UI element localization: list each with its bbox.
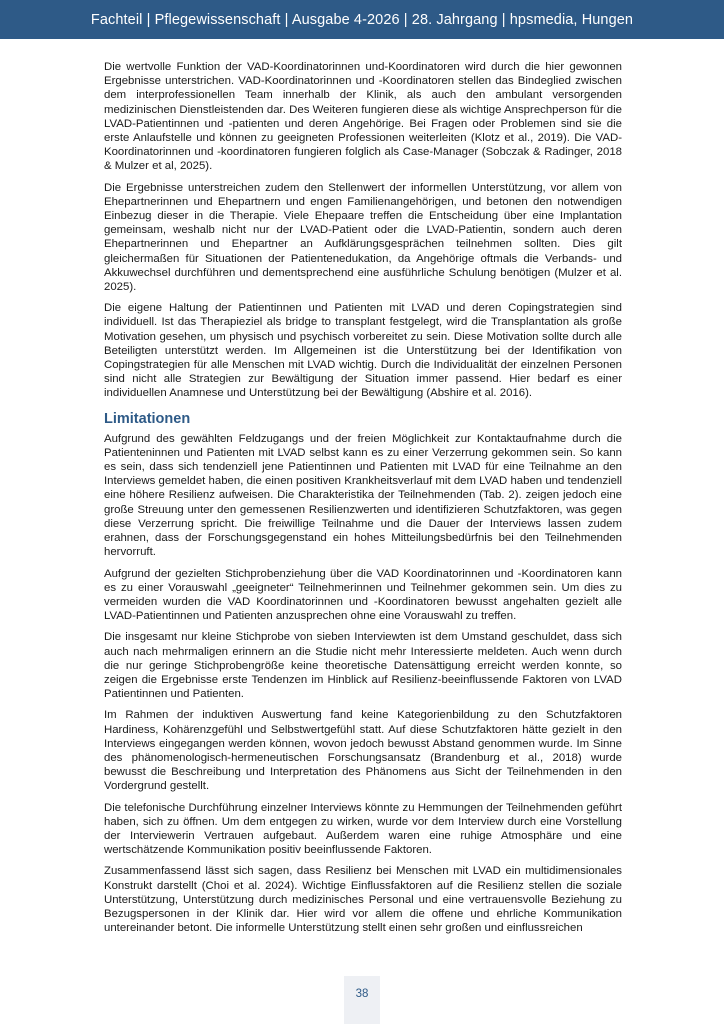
body-paragraph: Aufgrund des gewählten Feldzugangs und der freien Möglichkeit zur Kontaktaufnahme durch die Patienteninnen und Patienten mit LVAD selbst kann es zu einer Verzerrung gekommen sein. So kann es sein, dass sich tendenziell jene Patientinnen und Patienten mit LVAD für eine Teilnahme an den Interviews gemeldet haben, die einen positiven Krankheitsverlauf mit dem LVAD haben und tendenziell eine höhere Resilienz aufweisen. Die Charakteristika der Teilnehmenden (Tab. 2). zeigen jedoch eine große Streuung unter den gemessenen Resilienzwerten und identifizieren Schutzfaktoren, was gegen diese Verzerrung spricht. Die freiwillige Teilnahme und die Dauer der Interviews lassen zudem erahnen, dass der Forschungsgegenstand ein hohes Mitteilungsbedürfnis bei den Teilnehmenden hervorruft. — [104, 432, 622, 559]
section-heading-limitationen: Limitationen — [104, 410, 191, 427]
body-paragraph: Im Rahmen der induktiven Auswertung fand keine Kategorienbildung zu den Schutzfaktoren Hardiness, Kohärenzgefühl und Selbstwertgefühl statt. Auf diese Schutzfaktoren hätte gezielt in den Interviews eingegangen werden können, wovon jedoch bewusst Abstand genommen wurde. Im Sinne des phänomenologisch-hermeneutischen Forschungsansatz (Brandenburg et al., 2018) wurde bewusst die Beschreibung und Interpretation des Phänomens aus Sicht der Teilnehmenden in den Vordergrund gestellt. — [104, 709, 622, 793]
journal-header-text: Fachteil | Pflegewissenschaft | Ausgabe 4-2026 | 28. Jahrgang | hpsmedia, Hungen — [90, 11, 634, 28]
body-paragraph: Die wertvolle Funktion der VAD-Koordinatorinnen und-Koordinatoren wird durch die hier gewonnen Ergebnisse unterstrichen. VAD-Koordinatorinnen und -Koordinatoren stellen das Bindeglied zwischen dem interprofessionellen Team innerhalb der Klinik, als auch den ambulant versorgenden medizinischen Dienstleistenden dar. Des Weiteren fungieren diese als wichtige Ansprechperson für die LVAD-Patientinnen und -patienten und deren Angehörige. Bei Fragen oder Problemen sind sie die erste Anlaufstelle und können zu geeigneten Professionen weiterleiten (Klotz et al., 2019). Die VAD-Koordinatorinnen und -koordinatoren fungieren folglich als Case-Manager (Sobczak & Radinger, 2018 & Mulzer et al, 2025). — [104, 61, 622, 173]
article-body — [104, 60, 622, 942]
body-paragraph: Zusammenfassend lässt sich sagen, dass Resilienz bei Menschen mit LVAD ein multidimensionales Konstrukt darstellt (Choi et al. 2024). Wichtige Einflussfaktoren auf die Resilienz stellen die soziale Unterstützung, Unterstützung durch medizinisches Personal und eine vertrauensvolle Beziehung zu Bezugspersonen in der Klinik dar. Hier wird vor allem die offene und ehrliche Kommunikation untereinander betont. Die informelle Unterstützung stellt einen sehr großen und einflussreichen — [104, 865, 622, 935]
journal-header-bar — [0, 0, 724, 39]
body-paragraph: Die telefonische Durchführung einzelner Interviews könnte zu Hemmungen der Teilnehmenden geführt haben, sich zu öffnen. Um dem entgegen zu wirken, wurde vor dem Interview durch eine Vorstellung der Interviewerin Vertrauen aufgebaut. Außerdem waren eine ruhige Atmosphäre und eine wertschätzende Kommunikation positiv beeinflussende Faktoren. — [104, 801, 622, 857]
page-number: 38 — [355, 988, 369, 1000]
page-number-tab — [344, 976, 380, 1024]
body-paragraph: Die eigene Haltung der Patientinnen und Patienten mit LVAD und deren Copingstrategien sind individuell. Ist das Therapieziel als bridge to transplant festgelegt, wird die Transplantation als große Motivation gesehen, um physisch und psychisch vorbereitet zu sein. Diese Motivation sollte durch alle Beteiligten unterstützt werden. Im Allgemeinen ist die Unterstützung bei der Identifikation von Copingstrategien für alle Menschen mit LVAD wichtig. Durch die Individualität der einzelnen Personen sind nicht alle Strategien zur Bewältigung der Situation immer passend. Hier bedarf es einer individuellen Anamnese und Unterstützung bei der Bewältigung (Abshire et al. 2016). — [104, 302, 622, 400]
body-paragraph: Die Ergebnisse unterstreichen zudem den Stellenwert der informellen Unterstützung, vor allem von Ehepartnerinnen und Ehepartnern und engen Familienangehörigen, und betonen den notwendigen Einbezug dieser in die Therapie. Viele Ehepaare treffen die Entscheidung über eine Implantation gemeinsam, weshalb nicht nur der LVAD-Patient oder die LVAD-Patientin, sondern auch deren Ehepartnerinnen und Ehepartner an Aufklärungsgesprächen teilnehmen sollten. Dies gilt gleichermaßen für Situationen der Patientenedukation, da Angehörige oftmals die Verbands- und Akkuwechsel durchführen und dementsprechend eine ausführliche Schulung benötigen (Mulzer et al. 2025). — [104, 181, 622, 294]
body-paragraph: Aufgrund der gezielten Stichprobenziehung über die VAD Koordinatorinnen und -Koordinatoren kann es zu einer Vorauswahl „geeigneter“ Teilnehmerinnen und Teilnehmer gekommen sein. Um dies zu vermeiden wurden die VAD Koordinatorinnen und -Koordinatoren bewusst angehalten gezielt alle LVAD-Patientinnen und Patienten anzusprechen ohne eine Vorauswahl zu treffen. — [104, 567, 622, 623]
body-paragraph: Die insgesamt nur kleine Stichprobe von sieben Interviewten ist dem Umstand geschuldet, dass sich auch nach mehrmaligen erinnern an die Studie nicht mehr Interessierte meldeten. Auch wenn durch die nur geringe Stichprobengröße keine theoretische Datensättigung erreicht werden konnte, so zeigen die Ergebnisse erste Tendenzen im Hinblick auf Resilienz-beeinflussende Faktoren von LVAD Patientinnen und Patienten. — [104, 631, 622, 701]
